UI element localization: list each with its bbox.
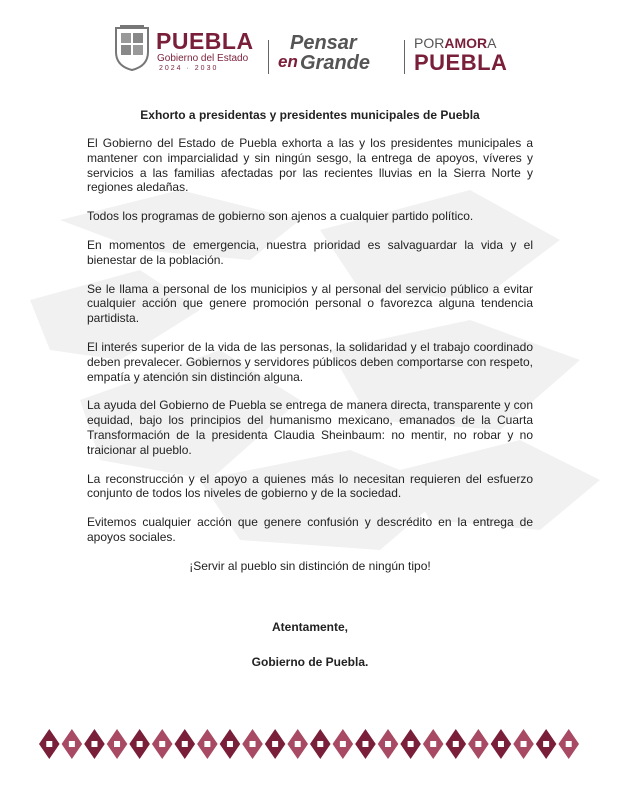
puebla-logo-title: PUEBLA: [156, 28, 254, 54]
amor-logo-por: POR: [414, 35, 445, 51]
header-divider: [268, 40, 269, 74]
document-body: [87, 108, 533, 573]
ornament-motif: [175, 729, 196, 759]
footer-ornament-band: [38, 727, 580, 761]
puebla-logo-subtitle: Gobierno del Estado: [157, 53, 249, 64]
pensar-logo-line1: Pensar: [290, 32, 357, 54]
ornament-motif: [333, 729, 354, 759]
sign-off: Atentamente,: [271, 620, 348, 634]
document-paragraph: El interés superior de la vida de las personas, la solidaridad y el trabajo coordinado deben prevalecer. Gobiernos y servidores públicos deben comportarse con respeto, empatía y atención sin distinción alguna.: [87, 339, 533, 384]
ornament-motif: [62, 729, 83, 759]
ornament-motif: [129, 729, 150, 759]
amor-logo-puebla: PUEBLA: [414, 50, 508, 75]
pensar-logo-en: en: [278, 52, 298, 71]
ornament-motif: [220, 729, 241, 759]
header-logos: [108, 22, 508, 82]
ornament-motif: [152, 729, 173, 759]
ornament-motif: [491, 729, 512, 759]
ornament-motif: [84, 729, 105, 759]
ornament-motif: [107, 729, 128, 759]
ornament-motif: [355, 729, 376, 759]
amor-logo-top: [414, 36, 496, 51]
ornament-motif: [400, 729, 421, 759]
ornament-motif: [287, 729, 308, 759]
document-paragraph: Todos los programas de gobierno son ajenos a cualquier partido político.: [87, 209, 474, 224]
puebla-logo-years: 2024 · 2030: [159, 65, 219, 72]
ornament-motif: [468, 729, 489, 759]
header-divider: [404, 40, 405, 74]
ornament-motif: [265, 729, 286, 759]
ornament-motif: [423, 729, 444, 759]
document-paragraph: La reconstrucción y el apoyo a quienes más lo necesitan requieren del esfuerzo conjunto de todos los niveles de gobierno y de la sociedad.: [87, 471, 533, 501]
document-paragraph: En momentos de emergencia, nuestra prioridad es salvaguardar la vida y el bienestar de la población.: [87, 237, 533, 267]
state-coat-of-arms-icon: [112, 24, 152, 72]
ornament-motif: [310, 729, 331, 759]
amor-logo-amor: AMOR: [444, 35, 488, 51]
closing-line: ¡Servir al pueblo sin distinción de ningún tipo!: [189, 558, 431, 573]
ornament-motif: [513, 729, 534, 759]
ornament-motif: [446, 729, 467, 759]
document-paragraph: La ayuda del Gobierno de Puebla se entrega de manera directa, transparente y con equidad, bajo los principios del humanismo mexicano, emanados de la Cuarta Transformación de la presidenta Claudia Sheinbaum: no mentir, no robar y no traicionar al pueblo.: [87, 398, 533, 457]
ornament-motif: [378, 729, 399, 759]
document-title: Exhorto a presidentas y presidentes municipales de Puebla: [140, 108, 480, 122]
ornament-motif: [39, 729, 60, 759]
ornament-motif: [197, 729, 218, 759]
document-paragraph: Evitemos cualquier acción que genere confusión y descrédito en la entrega de apoyos sociales.: [87, 515, 533, 544]
ornament-motif: [242, 729, 263, 759]
document-paragraph: El Gobierno del Estado de Puebla exhorta a las y los presidentes municipales a mantener con imparcialidad y sin ningún sesgo, la entrega de apoyos, víveres y servicios a las familias afectadas por las recientes lluvias en la Sierra Norte y regiones aledañas.: [87, 136, 533, 195]
ornament-motif: [536, 729, 557, 759]
amor-logo-a: A: [487, 35, 497, 51]
signature: Gobierno de Puebla.: [251, 655, 369, 669]
pensar-logo-grande: Grande: [300, 52, 371, 74]
ornament-motif: [558, 729, 579, 759]
document-paragraph: Se le llama a personal de los municipios y al personal del servicio público a evitar cualquier acción que genere promoción personal o favorezca alguna tendencia partidista.: [87, 281, 533, 326]
